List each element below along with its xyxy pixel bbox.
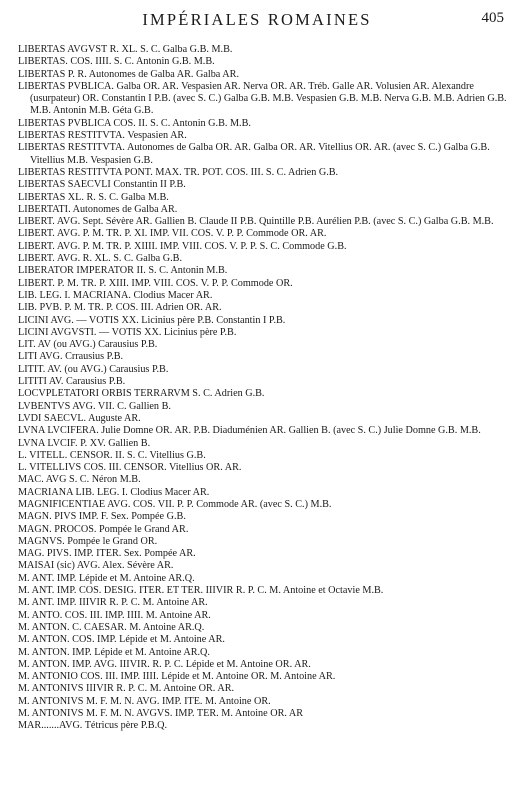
index-entry: LITIT. AV. (ou AVG.) Carausius P.B. [18, 363, 169, 375]
index-entry: M. ANTON. IMP. Lépide et M. Antoine AR.Q. [18, 646, 210, 658]
index-entry: MAISAI (sic) AVG. Alex. Sévère AR. [18, 560, 174, 572]
index-entry: LITI AVG. Crrausius P.B. [18, 351, 124, 363]
page-number: 405 [481, 10, 504, 26]
index-entry: LIBERTATI. Autonomes de Galba AR. [18, 203, 178, 215]
page-header [0, 10, 514, 32]
index-entry: LIBERTAS PVBLICA COS. II. S. C. Antonin G.B. M.B. [18, 117, 251, 129]
index-entry: LIBERTAS. COS. IIII. S. C. Antonin G.B. M.B. [18, 56, 215, 68]
index-entry: LIBERTAS RESTITVTA. Vespasien AR. [18, 130, 187, 142]
index-entry: LIBERTAS RESTITVTA. Autonomes de Galba OR. AR. Galba OR. AR. Vitellius OR. AR. (avec S. C.) Galba G.B. Vitellius M.B. Vespasien G.B. [18, 142, 490, 166]
index-entry: MAG. PIVS. IMP. ITER. Sex. Pompée AR. [18, 548, 196, 560]
index-entry: LIB. LEG. I. MACRIANA. Clodius Macer AR. [18, 289, 213, 301]
index-entry: M. ANTON. IMP. AVG. IIIVIR. R. P. C. Lépide et M. Antoine OR. AR. [18, 658, 311, 670]
index-entry: LVNA LVCIFERA. Julie Domne OR. AR. P.B. Diaduménien AR. Gallien B. (avec S. C.) Julie Domne G.B. M.B. [18, 425, 481, 437]
index-entry: LIT. AV (ou AVG.) Carausius P.B. [18, 339, 158, 351]
index-entry: LICINI AVG. — VOTIS XX. Licinius père P.B. Constantin I P.B. [18, 314, 286, 326]
index-entry: M. ANT. IMP. Lépide et M. Antoine AR.Q. [18, 572, 195, 584]
index-entry: MAGN. PROCOS. Pompée le Grand AR. [18, 523, 189, 535]
index-entry: LIBERT. P. M. TR. P. XIII. IMP. VIII. COS. V. P. P. Commode OR. [18, 277, 293, 289]
index-entry: LIBERT. AVG. Sept. Sévère AR. Gallien B. Claude II P.B. Quintille P.B. Aurélien P.B. (avec S. C.) Galba G.B. M.B. [18, 216, 494, 228]
index-entry: M. ANTONIO COS. III. IMP. IIII. Lépide et M. Antoine OR. M. Antoine AR. [18, 671, 336, 683]
index-entry: LIBERTAS AVGVST R. XL. S. C. Galba G.B. M.B. [18, 44, 233, 55]
index-entry: L. VITELL. CENSOR. II. S. C. Vitellius G.B. [18, 449, 206, 461]
index-entry: M. ANTO. COS. III. IMP. IIII. M. Antoine AR. [18, 609, 211, 621]
index-entry: MAGN. PIVS IMP. F. Sex. Pompée G.B. [18, 511, 186, 523]
index-entry: LITITI AV. Carausius P.B. [18, 376, 126, 388]
index-entry: LOCVPLETATORI ORBIS TERRARVM S. C. Adrien G.B. [18, 388, 265, 400]
index-entry: M. ANT. IMP. COS. DESIG. ITER. ET TER. IIIVIR R. P. C. M. Antoine et Octavie M.B. [18, 585, 384, 597]
index-entry: LVNA LVCIF. P. XV. Gallien B. [18, 437, 151, 449]
index-entry: M. ANTONIVS M. F. M. N. AVGVS. IMP. TER. M. Antoine OR. AR [18, 708, 304, 720]
running-title: IMPÉRIALES ROMAINES [142, 10, 372, 29]
index-entry: M. ANTONIVS IIIVIR R. P. C. M. Antoine OR. AR. [18, 683, 235, 695]
index-entry: LVDI SAECVL. Auguste AR. [18, 412, 141, 424]
index-entry: LIB. PVB. P. M. TR. P. COS. III. Adrien OR. AR. [18, 302, 222, 314]
index-entry: LIBERTAS PVBLICA. Galba OR. AR. Vespasien AR. Nerva OR. AR. Tréb. Galle AR. Volusien AR. Alexandre (usurpateur) OR. Constantin I P.B. (avec S. C.) Galba G.B. M.B. Vespasien G.B. M.B. Nerva G.B. M.B. Adrien G.B. M.B. Antonin M.B. Géta G.B. [18, 80, 507, 117]
index-entry: LIBERTAS RESTITVTA PONT. MAX. TR. POT. COS. III. S. C. Adrien G.B. [18, 166, 339, 178]
index-entry: MAGNIFICENTIAE AVG. COS. VII. P. P. Commode AR. (avec S. C.) M.B. [18, 498, 332, 510]
index-entry: M. ANT. IMP. IIIVIR R. P. C. M. Antoine AR. [18, 597, 208, 609]
index-entry: MAC. AVG S. C. Néron M.B. [18, 474, 141, 486]
index-entry: MACRIANA LIB. LEG. I. Clodius Macer AR. [18, 486, 210, 498]
index-entry: LICINI AVGVSTI. — VOTIS XX. Licinius père P.B. [18, 326, 237, 338]
legend-index-list [18, 44, 510, 733]
index-entry: LVBENTVS AVG. VII. C. Gallien B. [18, 400, 171, 412]
index-entry: L. VITELLIVS COS. III. CENSOR. Vitellius OR. AR. [18, 462, 242, 474]
index-entry: M. ANTONIVS M. F. M. N. AVG. IMP. ITE. M. Antoine OR. [18, 695, 271, 707]
index-entry: LIBERTAS P. R. Autonomes de Galba AR. Galba AR. [18, 68, 239, 80]
index-entry: LIBERT. AVG. P. M. TR. P. XI. IMP. VII. COS. V. P. P. Commode OR. AR. [18, 228, 327, 240]
index-entry: M. ANTON. COS. IMP. Lépide et M. Antoine AR. [18, 634, 225, 646]
index-entry: LIBERT. AVG. R. XL. S. C. Galba G.B. [18, 253, 182, 265]
index-entry: LIBERTAS XL. R. S. C. Galba M.B. [18, 191, 169, 203]
index-entry: LIBERATOR IMPERATOR II. S. C. Antonin M.B. [18, 265, 228, 277]
index-entry: LIBERT. AVG. P. M. TR. P. XIIII. IMP. VIII. COS. V. P. P. S. C. Commode G.B. [18, 240, 347, 252]
index-entry: LIBERTAS SAECVLI Constantin II P.B. [18, 179, 186, 191]
index-entry: MAR.......AVG. Tétricus père P.B.Q. [18, 720, 168, 732]
index-entry: MAGNVS. Pompée le Grand OR. [18, 535, 158, 547]
index-entry: M. ANTON. C. CAESAR. M. Antoine AR.Q. [18, 621, 205, 633]
